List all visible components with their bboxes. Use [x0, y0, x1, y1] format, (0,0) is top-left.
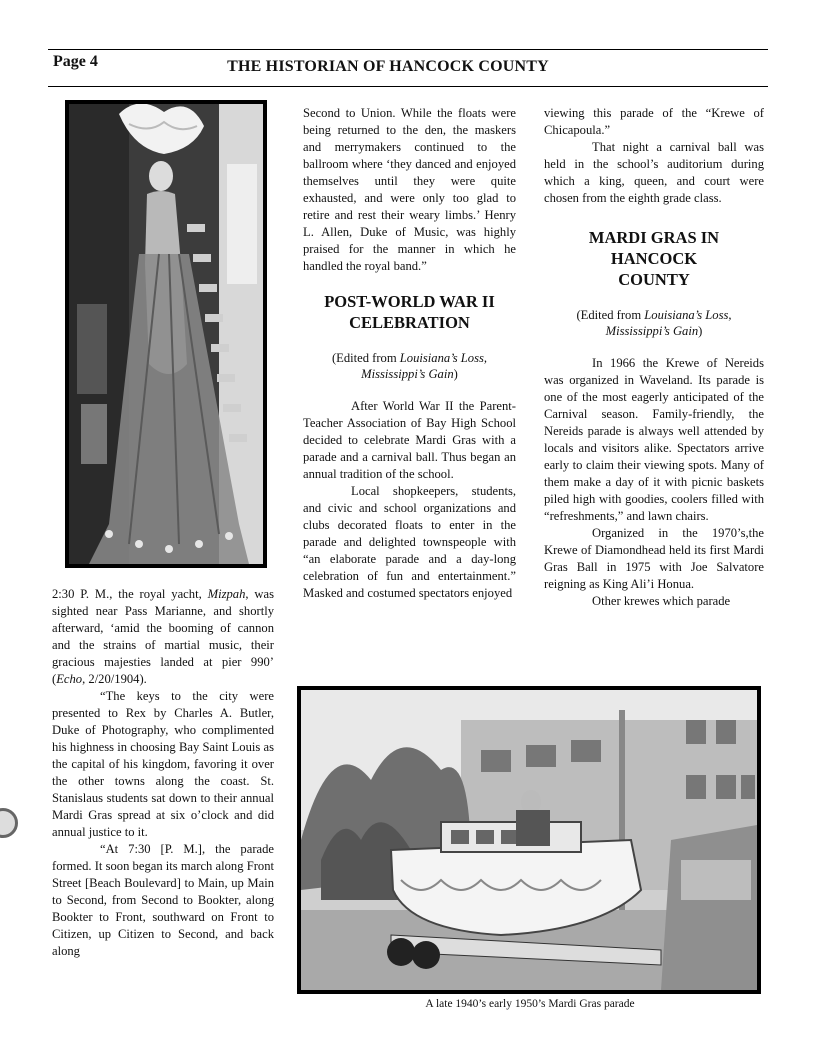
page-number: Page 4	[53, 53, 98, 70]
col3-paragraph-1: viewing this parade of the “Krewe of Chicapoula.”	[544, 106, 764, 137]
col3-paragraph-4: Organized in the 1970’s,the Krewe of Diamondhead held its first Mardi Gras Ball in 1975 with Joe Salvatore reigning as King Ali’i Honua.	[544, 526, 764, 591]
col1-paragraph-3: “At 7:30 [P. M.], the parade formed. It soon began its march along Front Street [Beach Boulevard] to Main, up Main to Second, from Second to Bookter, along Bookter to Front, southward on Front to Citizen, up Citizen to Second, and back along	[52, 842, 274, 958]
parade-photo-caption: A late 1940’s early 1950’s Mardi Gras parade	[425, 998, 635, 1010]
col2-source-note: (Edited from Louisiana’s Loss, Mississippi’s Gain)	[331, 351, 488, 381]
column-1-continued	[52, 586, 274, 960]
post-wwii-heading: POST-WORLD WAR II CELEBRATION	[324, 292, 495, 332]
col3-paragraph-5: Other krewes which parade	[592, 594, 731, 608]
col1-paragraph-1: 2:30 P. M., the royal yacht, Mizpah, was sighted near Pass Marianne, and shortly afterward, ‘amid the booming of cannon and the strains of martial music, their gracious majesties landed at pier 990’ (Echo, 2/20/1904).	[52, 587, 274, 686]
col1-paragraph-2: “The keys to the city were presented to Rex by Charles A. Butler, Duke of Photography, who complimented his highness in choosing Bay Saint Louis as the capital of his kingdom, favoring it over the other towns along the coast. St. Stanislaus students sat down to their annual Mardi Gras spread at six o’clock and did annual justice to it.	[52, 689, 274, 839]
col3-paragraph-3: In 1966 the Krewe of Nereids was organized in Waveland. Its parade is one of the most eagerly anticipated of the Carnival season. Family-friendly, the Nereids parade is always well attended by locals and visitors alike. Spectators arrive early to claim their viewing spots. Many of them make a day of it with picnic baskets piled high with goodies, coolers filled with “refreshments,” and lawn chairs.	[544, 356, 764, 523]
queen-photo	[65, 100, 267, 568]
top-rule	[48, 49, 768, 50]
column-2	[303, 105, 516, 602]
col2-paragraph-2: After World War II the Parent-Teacher Association of Bay High School decided to celebrate Mardi Gras with a parade and a carnival ball. Thus began an annual tradition of the school.	[303, 399, 516, 481]
parade-photo	[297, 686, 761, 994]
column-3	[544, 105, 764, 610]
publication-title: THE HISTORIAN OF HANCOCK COUNTY	[227, 58, 549, 75]
binder-ring-icon	[0, 808, 18, 838]
col3-paragraph-2: That night a carnival ball was held in the school’s auditorium during which a king, queen, and court were chosen from the eighth grade class.	[544, 140, 764, 205]
col2-paragraph-3: Local shopkeepers, students, and civic and school organizations and clubs decorated floats to enter in the parade and delighted townspeople with “an elaborate parade and a day-long celebration of fun and entertainment.” Masked and costumed spectators enjoyed	[303, 484, 516, 600]
col3-source-note: (Edited from Louisiana’s Loss, Mississippi’s Gain)	[576, 308, 732, 338]
header-rule	[48, 86, 768, 87]
col2-paragraph-1: Second to Union. While the floats were being returned to the den, the maskers and merrymakers continued to the ballroom where ‘they danced and enjoyed themselves until they were quite exhausted, and were only too glad to retire and rest their weary limbs.’ Henry L. Allen, Duke of Music, was highly praised for the manner in which he handled the royal band.”	[303, 106, 516, 273]
mardi-gras-hancock-heading: MARDI GRAS IN HANCOCK COUNTY	[588, 228, 720, 289]
